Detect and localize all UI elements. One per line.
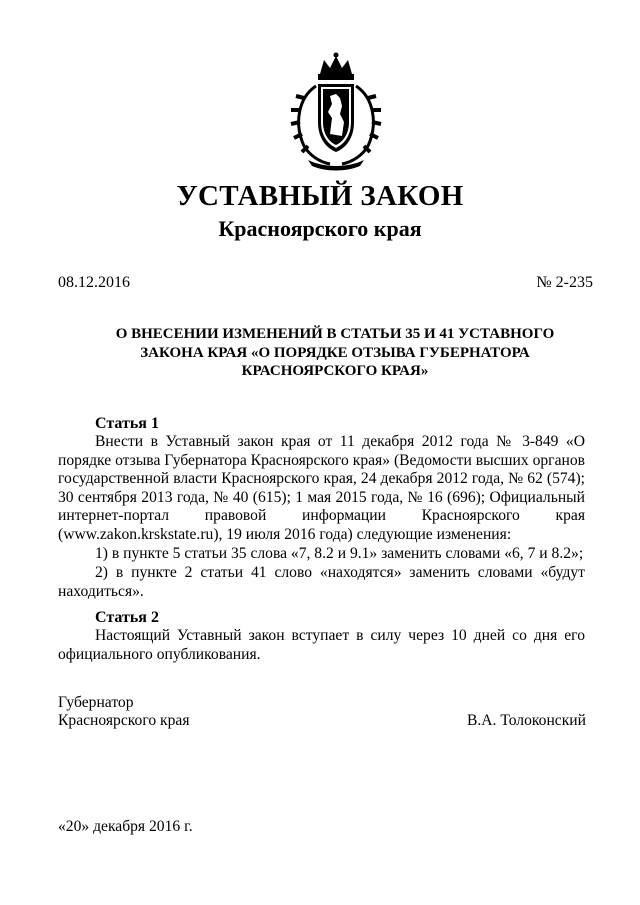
krasnoyarsk-coat-of-arms-icon	[290, 52, 382, 172]
document-subtitle: Красноярского края	[218, 216, 422, 241]
signed-date: «20» декабря 2016 г.	[58, 818, 193, 835]
signature-position: Губернатор	[58, 694, 134, 711]
document-title: УСТАВНЫЙ ЗАКОН	[176, 180, 464, 212]
subject-line: ЗАКОНА КРАЯ «О ПОРЯДКЕ ОТЗЫВА ГУБЕРНАТОРА	[140, 344, 530, 361]
article-2-heading: Статья 2	[95, 609, 159, 626]
article-1-intro: Внести в Уставный закон края от 11 декабря 2012 года № 3-849 «О порядке отзыва Губернатора Красноярского края» (Ведомости высших органов государственной власти Красноярского края, 24 декабря 2012 года, № 62 (574); 30 сентября 2013 года, № 40 (615); 1 мая 2015 года, № 16 (696); Официальный интернет-портал правовой информации Красноярского края (www.zakon.krskstate.ru), 19 июля 2016 года) следующие изменения:	[58, 433, 585, 543]
subject-line: О ВНЕСЕНИИ ИЗМЕНЕНИЙ В СТАТЬИ 35 И 41 УСТАВНОГО	[115, 326, 555, 342]
subject-line: КРАСНОЯРСКОГО КРАЯ»	[241, 363, 429, 379]
article-2-text: Настоящий Уставный закон вступает в силу через 10 дней со дня его официального опубликования.	[58, 627, 585, 663]
document-date: 08.12.2016	[58, 274, 130, 291]
article-1-item-1: 1) в пункте 5 статьи 35 слова «7, 8.2 и 9.1» заменить словами «6, 7 и 8.2»;	[95, 545, 584, 562]
signature-region: Красноярского края	[58, 712, 190, 729]
article-1-heading: Статья 1	[95, 415, 159, 432]
signature-name: В.А. Толоконский	[467, 712, 586, 729]
article-1-item-2: 2) в пункте 2 статьи 41 слово «находятся» заменить словами «будут находиться».	[58, 564, 585, 600]
law-subject	[95, 325, 575, 381]
document-number: № 2-235	[536, 274, 593, 291]
